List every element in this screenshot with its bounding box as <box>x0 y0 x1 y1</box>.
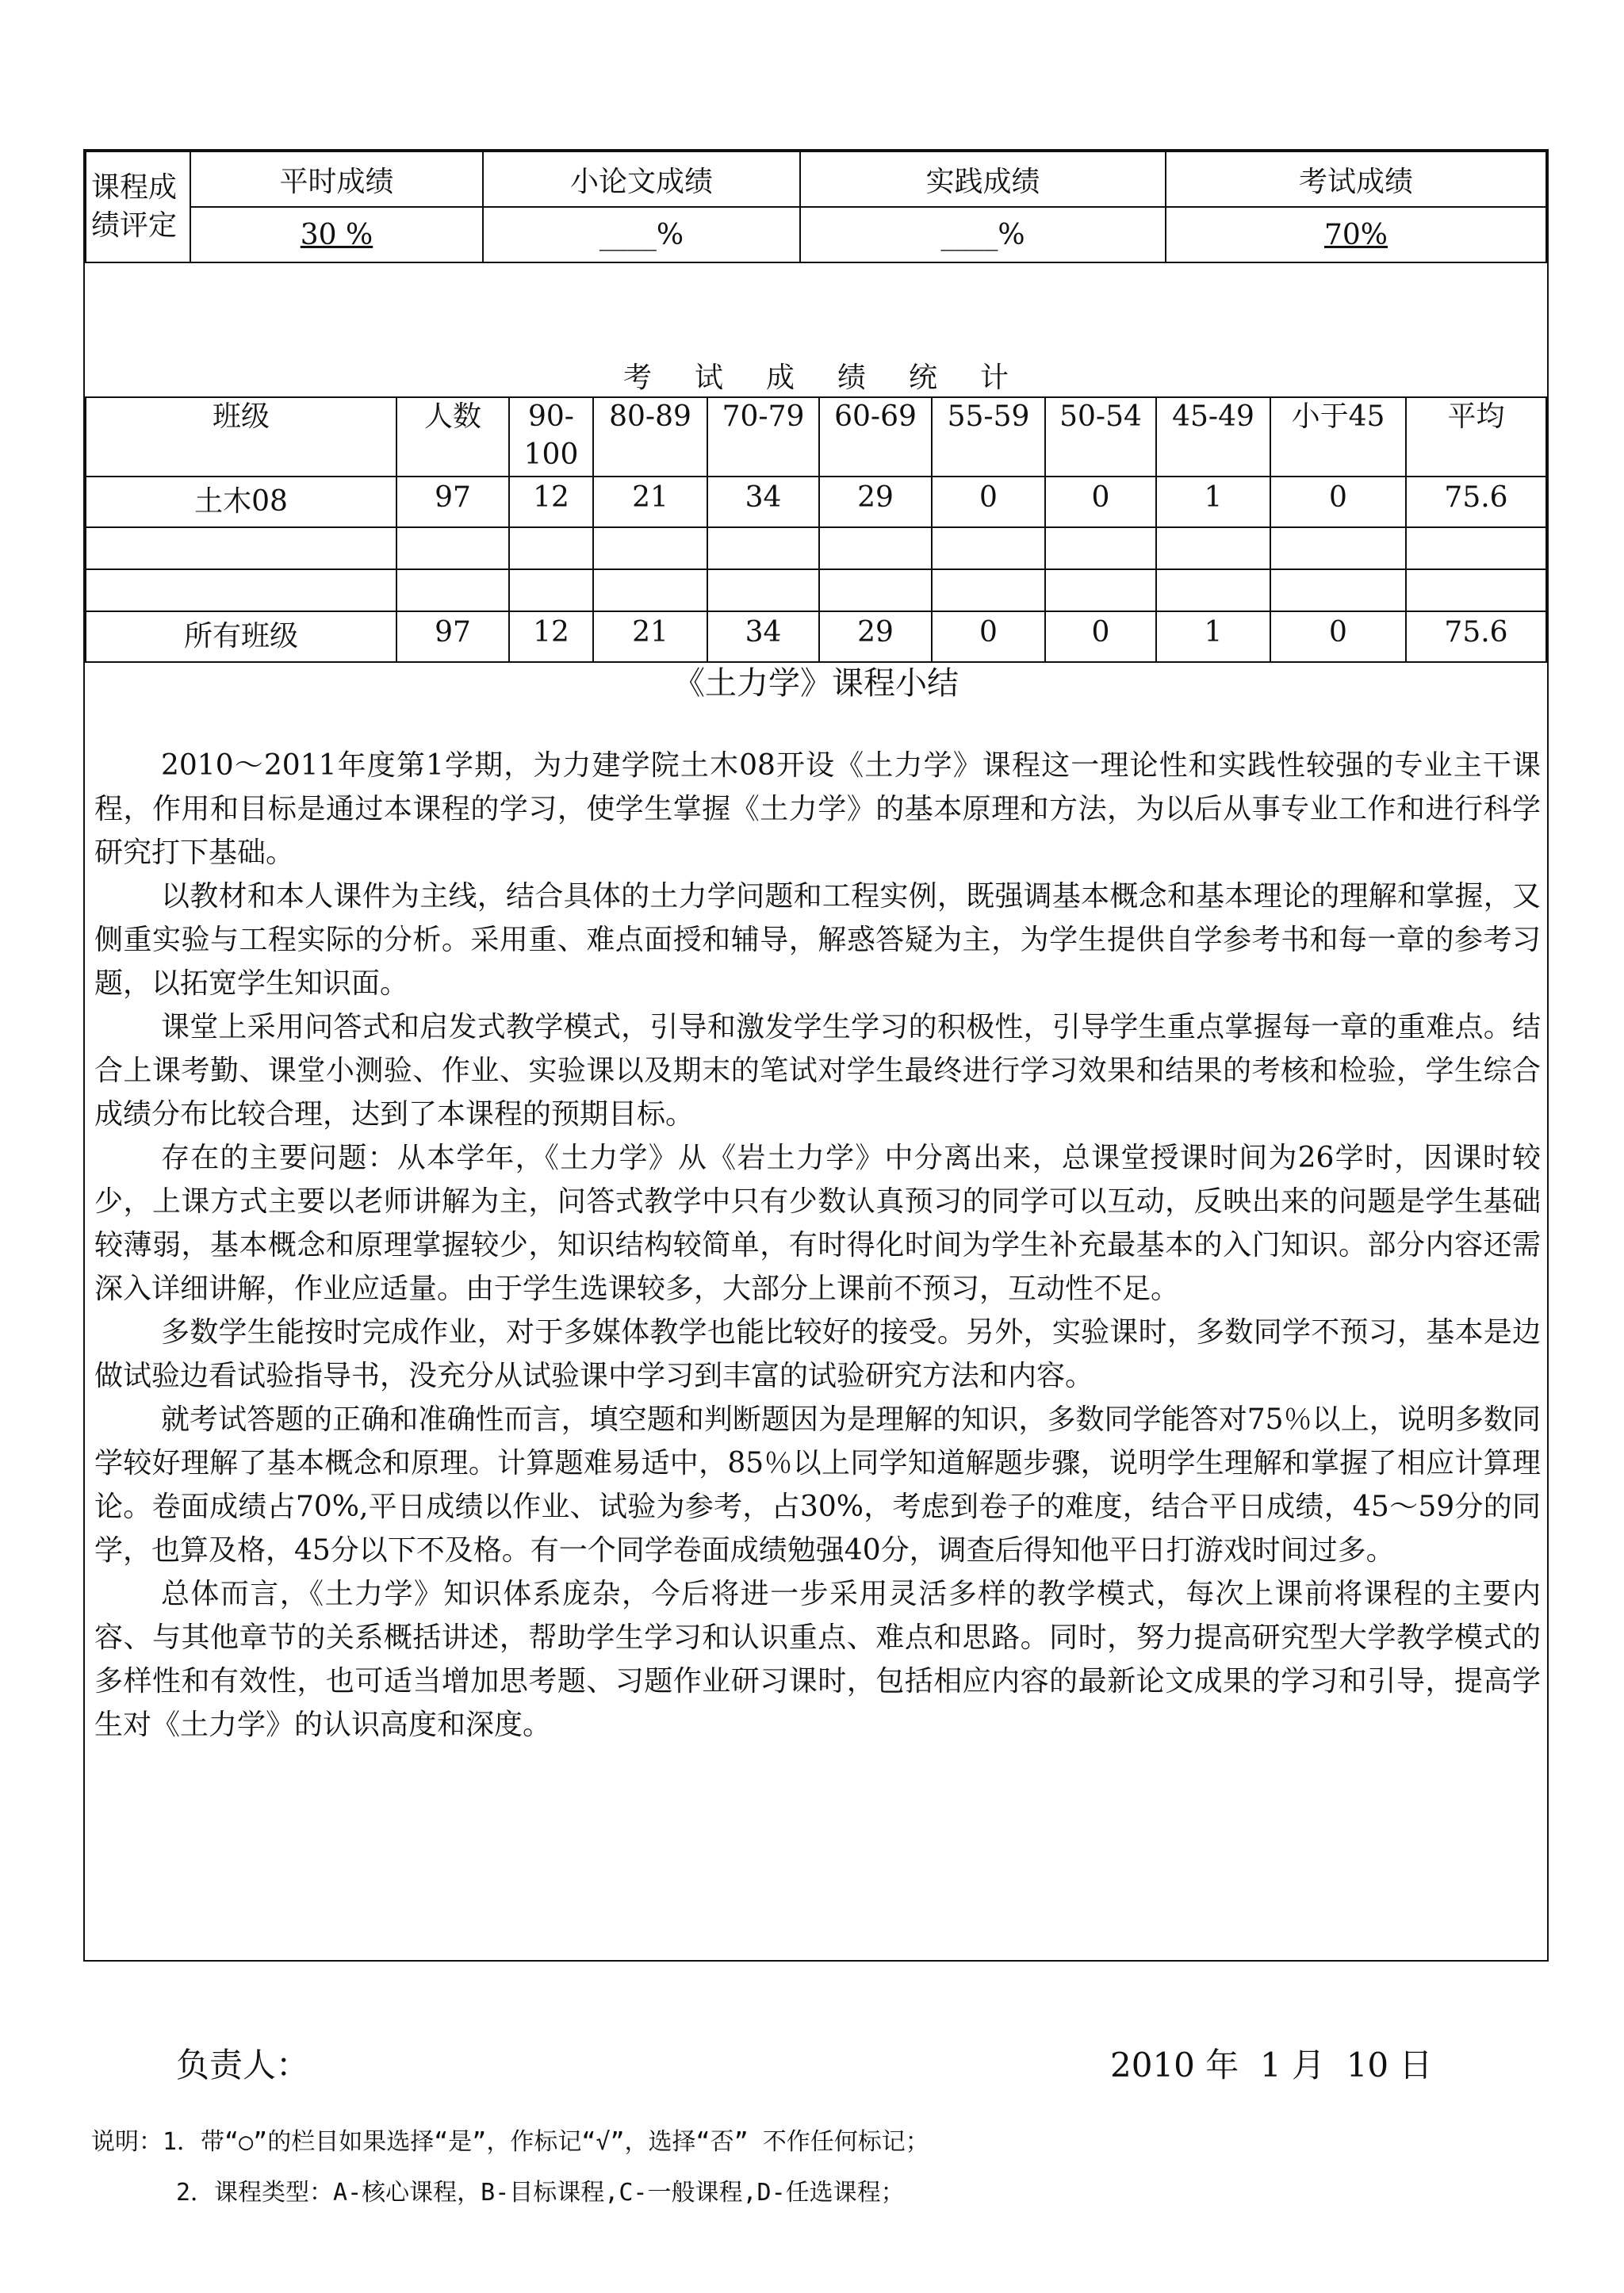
grading-header: 小论文成绩 <box>483 151 800 207</box>
summary-paragraph: 总体而言，《土力学》知识体系庞杂，今后将进一步采用灵活多样的教学模式，每次上课前将课程的主要内容、与其他章节的关系概括讲述，帮助学生学习和认识重点、难点和思路。同时，努力提高研究型大学教学模式的多样性和有效性，也可适当增加思考题、习题作业研习课时，包括相应内容的最新论文成果的学习和引导，提高学生对《土力学》的认识高度和深度。 <box>94 1578 1541 1741</box>
stats-cell <box>1156 569 1270 611</box>
stats-cell: 所有班级 <box>86 611 396 662</box>
stats-cell <box>1045 527 1156 569</box>
grading-value: 30 % <box>190 207 483 262</box>
stats-header: 70-79 <box>707 397 819 477</box>
stats-cell: 34 <box>707 477 819 527</box>
stats-cell <box>932 569 1045 611</box>
stats-cell <box>1270 569 1406 611</box>
summary-paragraph: 以教材和本人课件为主线，结合具体的土力学问题和工程实例，既强调基本概念和基本理论的理解和掌握，又侧重实验与工程实际的分析。采用重、难点面授和辅导，解惑答疑为主，为学生提供自学参考书和每一章的参考习题，以拓宽学生知识面。 <box>94 880 1541 1000</box>
grading-value: 70% <box>1166 207 1546 262</box>
stats-cell <box>396 527 509 569</box>
stats-cell <box>593 569 707 611</box>
stats-cell: 21 <box>593 611 707 662</box>
stats-cell <box>932 527 1045 569</box>
stats-cell: 29 <box>819 477 932 527</box>
grading-header: 平时成绩 <box>190 151 483 207</box>
stats-cell: 土木08 <box>86 477 396 527</box>
stats-cell <box>1045 569 1156 611</box>
note-line: 说明：1．带“○”的栏目如果选择“是”，作标记“√”，选择“否” 不作任何标记； <box>91 2128 929 2156</box>
summary-body <box>94 744 1541 1747</box>
stats-cell <box>396 569 509 611</box>
stats-cell: 0 <box>1270 477 1406 527</box>
grading-label: 课程成绩评定 <box>86 151 190 262</box>
stats-cell: 0 <box>932 611 1045 662</box>
grading-header: 实践成绩 <box>800 151 1166 207</box>
stats-cell <box>509 569 593 611</box>
stats-table <box>85 396 1547 663</box>
stats-header: 人数 <box>396 397 509 477</box>
stats-cell: 0 <box>932 477 1045 527</box>
stats-header: 班级 <box>86 397 396 477</box>
stats-header: 45-49 <box>1156 397 1270 477</box>
stats-row <box>86 569 1546 611</box>
summary-paragraph: 就考试答题的正确和准确性而言，填空题和判断题因为是理解的知识，多数同学能答对75％以上，说明多数同学较好理解了基本概念和原理。计算题难易适中，85％以上同学知道解题步骤，说明学生理解和掌握了相应计算理论。卷面成绩占70%,平日成绩以作业、试验为参考，占30%，考虑到卷子的难度，结合平日成绩，45～59分的同学，也算及格，45分以下不及格。有一个同学卷面成绩勉强40分，调查后得知他平日打游戏时间过多。 <box>94 1403 1541 1567</box>
stats-cell: 0 <box>1270 611 1406 662</box>
stats-cell <box>707 527 819 569</box>
stats-cell <box>86 569 396 611</box>
stats-header: 55-59 <box>932 397 1045 477</box>
stats-cell: 21 <box>593 477 707 527</box>
summary-paragraph: 课堂上采用问答式和启发式教学模式，引导和激发学生学习的积极性，引导学生重点掌握每一章的重难点。结合上课考勤、课堂小测验、作业、实验课以及期末的笔试对学生最终进行学习效果和结果的考核和检验，学生综合成绩分布比较合理，达到了本课程的预期目标。 <box>94 1011 1541 1131</box>
stats-cell <box>819 569 932 611</box>
summary-title: 《土力学》课程小结 <box>673 665 959 702</box>
stats-cell <box>86 527 396 569</box>
stats-header: 50-54 <box>1045 397 1156 477</box>
stats-cell <box>593 527 707 569</box>
summary-paragraph: 多数学生能按时完成作业，对于多媒体教学也能比较好的接受。另外，实验课时，多数同学不预习，基本是边做试验边看试验指导书，没充分从试验课中学习到丰富的试验研究方法和内容。 <box>94 1316 1541 1392</box>
stats-cell: 97 <box>396 611 509 662</box>
stats-cell <box>1406 527 1546 569</box>
grading-header: 考试成绩 <box>1166 151 1546 207</box>
stats-cell <box>1156 527 1270 569</box>
stats-cell: 97 <box>396 477 509 527</box>
stats-cell: 1 <box>1156 611 1270 662</box>
stats-cell: 12 <box>509 611 593 662</box>
note-line: 2．课程类型：A-核心课程，B-目标课程,C-一般课程,D-任选课程； <box>176 2179 905 2207</box>
stats-cell <box>1406 569 1546 611</box>
grading-table <box>85 151 1547 263</box>
grading-value: ____% <box>800 207 1166 262</box>
stats-row <box>86 477 1546 527</box>
stats-header: 80-89 <box>593 397 707 477</box>
stats-cell: 12 <box>509 477 593 527</box>
signature-label: 负责人： <box>176 2046 310 2084</box>
stats-row <box>86 611 1546 662</box>
grading-value: ____% <box>483 207 800 262</box>
stats-header: 小于45 <box>1270 397 1406 477</box>
stats-header: 平均 <box>1406 397 1546 477</box>
stats-cell <box>707 569 819 611</box>
stats-cell <box>819 527 932 569</box>
stats-header-row <box>86 397 1546 477</box>
stats-cell: 0 <box>1045 477 1156 527</box>
stats-cell <box>1270 527 1406 569</box>
signature-date: 2010 年 1 月 10 日 <box>1110 2046 1433 2084</box>
stats-cell: 34 <box>707 611 819 662</box>
stats-cell: 1 <box>1156 477 1270 527</box>
report-frame <box>83 149 1549 1962</box>
stats-row <box>86 527 1546 569</box>
stats-cell: 0 <box>1045 611 1156 662</box>
summary-paragraph: 存在的主要问题：从本学年，《土力学》从《岩土力学》中分离出来，总课堂授课时间为26学时，因课时较少，上课方式主要以老师讲解为主，问答式教学中只有少数认真预习的同学可以互动，反映出来的问题是学生基础较薄弱，基本概念和原理掌握较少，知识结构较简单，有时得化时间为学生补充最基本的入门知识。部分内容还需深入详细讲解，作业应适量。由于学生选课较多，大部分上课前不预习，互动性不足。 <box>94 1142 1541 1305</box>
stats-cell: 75.6 <box>1406 611 1546 662</box>
stats-cell <box>509 527 593 569</box>
stats-title: 考试成绩统计 <box>622 362 1051 394</box>
stats-header: 90-100 <box>509 397 593 477</box>
stats-header: 60-69 <box>819 397 932 477</box>
stats-cell: 29 <box>819 611 932 662</box>
stats-cell: 75.6 <box>1406 477 1546 527</box>
summary-paragraph: 2010～2011年度第1学期，为力建学院土木08开设《土力学》课程这一理论性和实践性较强的专业主干课程，作用和目标是通过本课程的学习，使学生掌握《土力学》的基本原理和方法，为以后从事专业工作和进行科学研究打下基础。 <box>94 749 1541 869</box>
